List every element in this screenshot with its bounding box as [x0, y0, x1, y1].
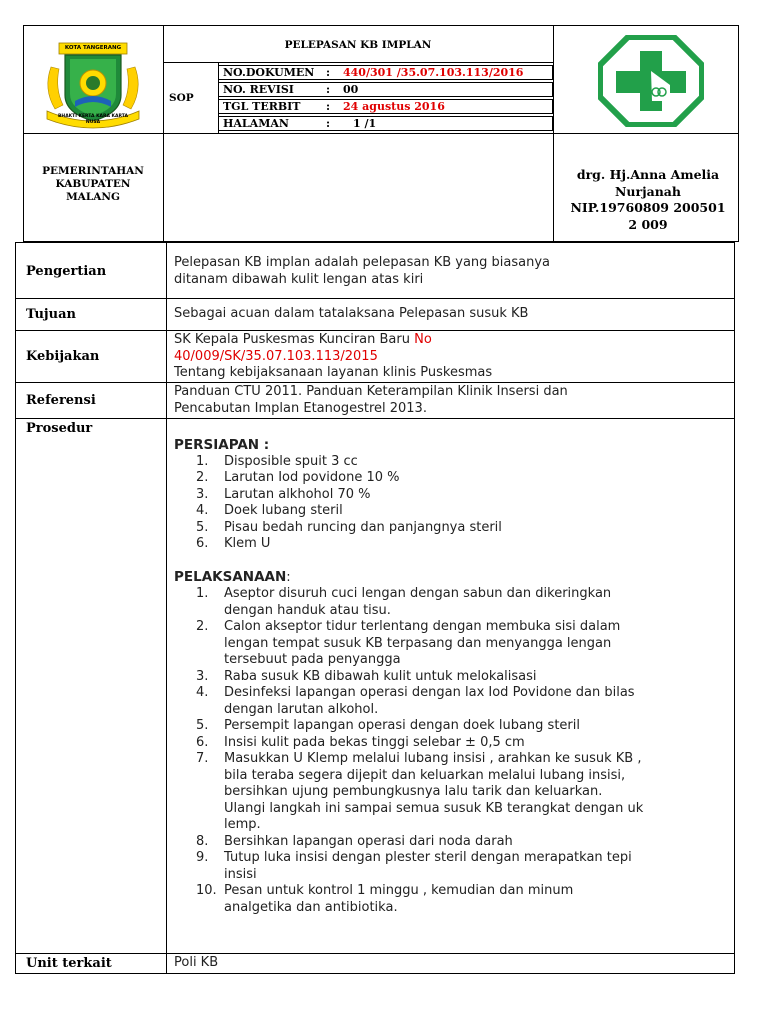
org-line: PEMERINTAHAN: [42, 165, 144, 177]
list-item: [174, 883, 728, 916]
meta-value-halaman: 1 /1: [353, 117, 377, 130]
list-number: 10.: [196, 883, 217, 898]
list-item-text: lemp.: [224, 817, 261, 832]
list-number: 1.: [196, 453, 209, 469]
list-number: 6.: [196, 536, 209, 551]
puskesmas-logo: [598, 35, 704, 127]
list-item: [174, 669, 728, 686]
list-item-text: dengan handuk atau tisu.: [224, 602, 391, 618]
list-item: [174, 619, 728, 669]
text-line: Panduan CTU 2011. Panduan Keterampilan Klinik Insersi dan: [174, 384, 568, 399]
list-item-text: Insisi kulit pada bekas tinggi selebar ± 0,5 cm: [224, 734, 525, 750]
pelaksanaan-colon: :: [286, 569, 291, 585]
list-item: [174, 834, 728, 851]
list-item-text: Desinfeksi lapangan operasi dengan lax Iod Povidone dan bilas: [224, 685, 635, 700]
org-line: MALANG: [66, 191, 120, 203]
row-kebijakan: [15, 331, 735, 383]
row-label: Kebijakan: [16, 331, 167, 382]
list-item-text: Bersihkan lapangan operasi dari noda darah: [224, 833, 513, 849]
list-item-text: Klem U: [224, 536, 271, 551]
kebijakan-text: SK Kepala Puskesmas Kunciran Baru: [174, 332, 415, 347]
meta-key: TGL TERBIT: [223, 100, 301, 113]
list-item: [174, 735, 728, 752]
list-item-text: analgetika dan antibiotika.: [224, 899, 398, 915]
meta-sep: :: [326, 66, 331, 79]
meta-value-dokumen: 440/301 /35.07.103.113/2016: [343, 66, 524, 79]
pelaksanaan-list: [174, 586, 728, 916]
row-prosedur: [15, 419, 735, 954]
list-item-text: bila teraba segera dijepit dan keluarkan melalui lubang insisi,: [224, 767, 626, 783]
meta-row-halaman: [218, 116, 553, 131]
row-tujuan: [15, 299, 735, 331]
logo-caption-bottom: BHAKTI KERTA KARA KARTA NUSA: [58, 114, 128, 125]
list-number: 9.: [196, 850, 209, 865]
meta-key: NO. REVISI: [223, 83, 294, 96]
meta-row-terbit: [218, 99, 553, 114]
list-item: [174, 520, 728, 537]
row-pengertian: [15, 242, 735, 299]
list-number: 5.: [196, 718, 209, 733]
list-item: [174, 503, 728, 520]
row-value: Sebagai acuan dalam tatalaksana Pelepasan susuk KB: [174, 306, 529, 321]
meta-sep: :: [326, 83, 331, 96]
list-item-text: Masukkan U Klemp melalui lubang insisi , arahkan ke susuk KB ,: [224, 751, 642, 766]
kota-tangerang-logo: [37, 39, 149, 129]
sop-label: SOP: [169, 92, 194, 104]
list-item-text: Larutan Iod povidone 10 %: [224, 470, 400, 485]
list-item: [174, 751, 728, 834]
pelaksanaan-title: PELAKSANAAN: [174, 568, 287, 585]
row-label: Tujuan: [16, 299, 167, 330]
meta-value-revisi: 00: [343, 83, 359, 96]
signer-nip-2: 2 009: [628, 216, 668, 232]
list-item-text: Raba susuk KB dibawah kulit untuk melokalisasi: [224, 668, 537, 684]
list-item-text: Aseptor disuruh cuci lengan dengan sabun dan dikeringkan: [224, 586, 612, 601]
list-item: [174, 850, 728, 883]
signer-name: drg. Hj.Anna Amelia: [576, 167, 720, 182]
persiapan-list: [174, 454, 728, 553]
row-label: Prosedur: [16, 419, 167, 953]
list-item: [174, 470, 728, 487]
meta-sep: :: [326, 100, 331, 113]
list-item-text: dengan larutan alkohol.: [224, 701, 379, 717]
list-item: [174, 487, 728, 504]
text-line: Tentang kebijaksanaan layanan klinis Puskesmas: [174, 365, 493, 380]
list-item-text: Tutup luka insisi dengan plester steril dengan merapatkan tepi: [224, 850, 632, 865]
meta-row-revisi: [218, 82, 553, 97]
list-item-text: Disposible spuit 3 cc: [224, 453, 358, 469]
document-title: PELEPASAN KB IMPLAN: [284, 39, 432, 51]
list-item-text: tersebuut pada penyangga: [224, 652, 401, 667]
list-item-text: Pisau bedah runcing dan panjangnya steril: [224, 519, 502, 535]
row-value: [174, 255, 728, 288]
text-line: Pencabutan Implan Etanogestrel 2013.: [174, 400, 427, 416]
kebijakan-number: 40/009/SK/35.07.103.113/2015: [174, 348, 378, 364]
pelaksanaan-heading: [174, 569, 728, 587]
meta-sep: :: [326, 117, 331, 130]
list-number: 2.: [196, 619, 209, 634]
logo-caption-top: KOTA TANGERANG: [64, 45, 122, 51]
list-number: 3.: [196, 486, 209, 502]
list-number: 1.: [196, 586, 209, 601]
header-divider: [23, 133, 739, 134]
spacer: [174, 553, 728, 569]
list-number: 8.: [196, 833, 209, 849]
row-value: [174, 384, 728, 417]
meta-key: HALAMAN: [223, 117, 289, 130]
list-item-text: lengan tempat susuk KB terpasang dan menyangga lengan: [224, 635, 612, 651]
meta-rows: [218, 65, 553, 133]
meta-key: NO.DOKUMEN: [223, 66, 315, 79]
row-label: Pengertian: [16, 243, 167, 298]
list-item: [174, 718, 728, 735]
org-line: KABUPATEN: [55, 178, 131, 190]
list-item-text: bersihkan ujung pembungkusnya lalu tarik dan keluarkan.: [224, 784, 603, 799]
row-value: [174, 332, 728, 382]
row-label: Referensi: [16, 383, 167, 418]
list-number: 2.: [196, 470, 209, 485]
list-item: [174, 454, 728, 471]
list-item-text: Calon akseptor tidur terlentang dengan membuka sisi dalam: [224, 619, 621, 634]
row-referensi: [15, 383, 735, 419]
text-line: ditanam dibawah kulit lengan atas kiri: [174, 271, 424, 287]
row-value: [174, 437, 728, 916]
list-item-text: Persempit lapangan operasi dengan doek lubang steril: [224, 718, 580, 733]
list-number: 7.: [196, 751, 209, 766]
list-number: 4.: [196, 503, 209, 518]
meta-row-dokumen: [218, 65, 553, 80]
org-name: [23, 165, 163, 204]
signer-nip: NIP.19760809 200501: [570, 200, 726, 215]
row-value: Poli KB: [174, 955, 219, 970]
list-item: [174, 685, 728, 718]
list-number: 5.: [196, 519, 209, 535]
row-unit-terkait: [15, 954, 735, 974]
list-item-text: Larutan alkhohol 70 %: [224, 486, 371, 502]
meta-value-terbit: 24 agustus 2016: [343, 100, 445, 113]
list-number: 4.: [196, 685, 209, 700]
persiapan-title: PERSIAPAN :: [174, 437, 270, 453]
text-line: [174, 332, 728, 349]
list-item-text: Pesan untuk kontrol 1 minggu , kemudian dan minum: [224, 883, 574, 898]
signer-block: [558, 167, 738, 233]
kebijakan-no: No: [414, 332, 432, 347]
list-number: 6.: [196, 734, 209, 750]
list-item: [174, 536, 728, 553]
list-item-text: Ulangi langkah ini sampai semua susuk KB terangkat dengan uk: [224, 800, 644, 816]
list-item: [174, 586, 728, 619]
list-item-text: insisi: [224, 866, 257, 882]
text-line: Pelepasan KB implan adalah pelepasan KB yang biasanya: [174, 255, 551, 270]
signer-name-2: Nurjanah: [615, 183, 681, 199]
list-item-text: Doek lubang steril: [224, 503, 343, 518]
document-header: [23, 25, 739, 242]
row-label: Unit terkait: [16, 954, 167, 973]
list-number: 3.: [196, 668, 209, 684]
